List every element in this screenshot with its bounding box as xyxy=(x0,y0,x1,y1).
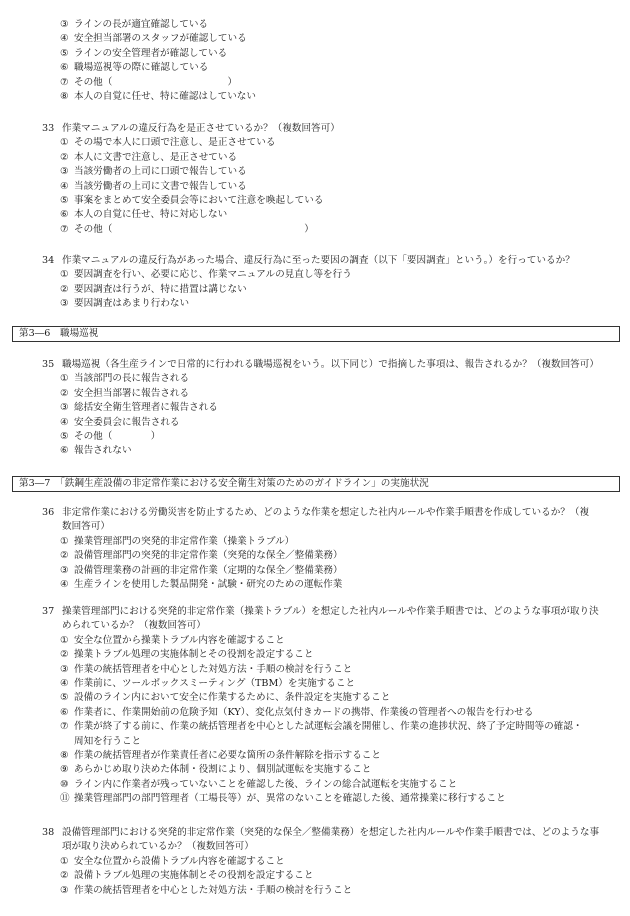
q38-options xyxy=(42,855,622,898)
q33-options xyxy=(42,136,622,237)
option-item: ② 要因調査は行うが、特に措置は講じない xyxy=(60,283,247,295)
section-header-3-6: 第3―6 職場巡視 xyxy=(12,326,620,342)
option-item: ③ 作業の統括管理者を中心とした対処方法・手順の検討を行うこと xyxy=(60,663,353,675)
option-item: ③ 設備管理業務の計画的非定常作業（定期的な保全／整備業務） xyxy=(60,564,343,576)
question-text: 37 操業管理部門における突発的非定常作業（操業トラブル）を想定した社内ルールや作業手順書では、どのような事項が取り決 xyxy=(42,606,599,617)
option-item: ② 安全担当部署に報告される xyxy=(60,387,190,399)
q32-options xyxy=(60,18,620,104)
option-item: ⑦ その他（ ） xyxy=(60,223,314,235)
option-item: ② 本人に文書で注意し、是正させている xyxy=(60,151,238,163)
question-34 xyxy=(42,254,622,312)
option-item: ⑦ その他（ ） xyxy=(60,76,238,88)
option-item: ① 当該部門の長に報告される xyxy=(60,373,190,385)
option-item: ④ 生産ラインを使用した製品開発・試験・研究のための運転作業 xyxy=(60,578,343,590)
option-item: ⑧ 作業の統括管理者が作業責任者に必要な箇所の条件解除を指示すること xyxy=(60,749,381,761)
option-item: ⑨ あらかじめ取り決めた体制・役割により、個別試運転を実施すること xyxy=(60,764,372,776)
option-item: ④ 作業前に、ツールボックスミーティング（TBM）を実施すること xyxy=(60,677,356,689)
option-item: ⑥ 職場巡視等の際に確認している xyxy=(60,62,209,74)
option-item: ⑤ その他（ ） xyxy=(60,430,161,442)
q34-options xyxy=(42,268,622,311)
question-text: 35 職場巡視（各生産ラインで日常的に行われる職場巡視をいう。以下同じ）で指摘した事項は、報告されるか？（複数回答可） xyxy=(42,359,599,370)
section-header-3-7: 第3―7 「鉄鋼生産設備の非定常作業における安全衛生対策のためのガイドライン」の実施状況 xyxy=(12,476,620,492)
question-text-continued: められているか？（複数回答可） xyxy=(62,620,206,632)
option-item: ⑥ 作業者に、作業開始前の危険予知（KY）、変化点気付きカードの携帯、作業後の管理者への報告を行わせる xyxy=(60,706,534,718)
option-item: ④ 当該労働者の上司に文書で報告している xyxy=(60,180,247,192)
question-text: 34 作業マニュアルの違反行為があった場合、違反行為に至った要因の調査（以下「要因調査」という。）を行っているか？ xyxy=(42,255,575,266)
option-item: ① 安全な位置から操業トラブル内容を確認すること xyxy=(60,634,285,646)
option-item: ⑧ 本人の自覚に任せ、特に確認はしていない xyxy=(60,90,256,102)
option-item: ⑥ 本人の自覚に任せ、特に対応しない xyxy=(60,209,228,221)
option-item-continued: 周知を行うこと xyxy=(74,735,142,747)
option-item: ① 操業管理部門の突発的非定常作業（操業トラブル） xyxy=(60,535,295,547)
question-text-continued: 数回答可） xyxy=(62,521,110,533)
option-item: ③ 当該労働者の上司に口頭で報告している xyxy=(60,166,247,178)
question-38 xyxy=(42,826,622,898)
question-text-continued: 項が取り決められているか？（複数回答可） xyxy=(62,841,254,853)
option-item: ⑤ 事案をまとめて安全委員会等において注意を喚起している xyxy=(60,194,324,206)
option-item: ⑤ 設備のライン内において安全に作業するために、条件設定を実施すること xyxy=(60,692,391,704)
question-text: 38 設備管理部門における突発的非定常作業（突発的な保全／整備業務）を想定した社内ルールや作業手順書では、どのような事 xyxy=(42,827,600,838)
option-item: ④ 安全委員会に報告される xyxy=(60,416,180,428)
option-item: ③ 要因調査はあまり行わない xyxy=(60,298,190,310)
option-item: ③ 総括安全衛生管理者に報告される xyxy=(60,402,218,414)
q36-options xyxy=(42,535,622,593)
option-item: ④ 安全担当部署のスタッフが確認している xyxy=(60,33,247,45)
option-item: ① 要因調査を行い、必要に応じ、作業マニュアルの見直し等を行う xyxy=(60,269,352,281)
question-text: 33 作業マニュアルの違反行為を是正させているか？（複数回答可） xyxy=(42,123,340,134)
option-item: ② 操業トラブル処理の実施体制とその役割を設定すること xyxy=(60,649,314,661)
q35-options xyxy=(42,372,622,458)
option-item: ⑩ ライン内に作業者が残っていないことを確認した後、ラインの総合試運転を実施すること xyxy=(60,778,458,790)
option-item: ⑦ 作業が終了する前に、作業の統括管理者を中心とした試運転会議を開催し、作業の進捗状況、終了予定時間等の確認・ xyxy=(60,721,583,733)
question-36 xyxy=(42,506,622,592)
option-item: ⑤ ラインの安全管理者が確認している xyxy=(60,47,228,59)
option-item: ③ 作業の統括管理者を中心とした対処方法・手順の検討を行うこと xyxy=(60,884,353,896)
q37-options xyxy=(42,634,622,807)
option-item: ③ ラインの長が適宜確認している xyxy=(60,19,209,30)
option-item: ② 設備トラブル処理の実施体制とその役割を設定すること xyxy=(60,870,314,882)
question-37 xyxy=(42,605,622,806)
question-35 xyxy=(42,358,622,459)
option-item: ② 設備管理部門の突発的非定常作業（突発的な保全／整備業務） xyxy=(60,550,343,562)
option-item: ⑪ 操業管理部門の部門管理者（工場長等）が、異常のないことを確認した後、通常操業に移行すること xyxy=(60,793,506,805)
question-text: 36 非定常作業における労働災害を防止するため、どのような作業を想定した社内ルールや作業手順書を作成しているか？（複 xyxy=(42,507,590,518)
question-33 xyxy=(42,122,622,237)
option-item: ① その場で本人に口頭で注意し、是正させている xyxy=(60,137,276,149)
option-item: ① 安全な位置から設備トラブル内容を確認すること xyxy=(60,855,285,867)
option-item: ⑥ 報告されない xyxy=(60,445,132,457)
